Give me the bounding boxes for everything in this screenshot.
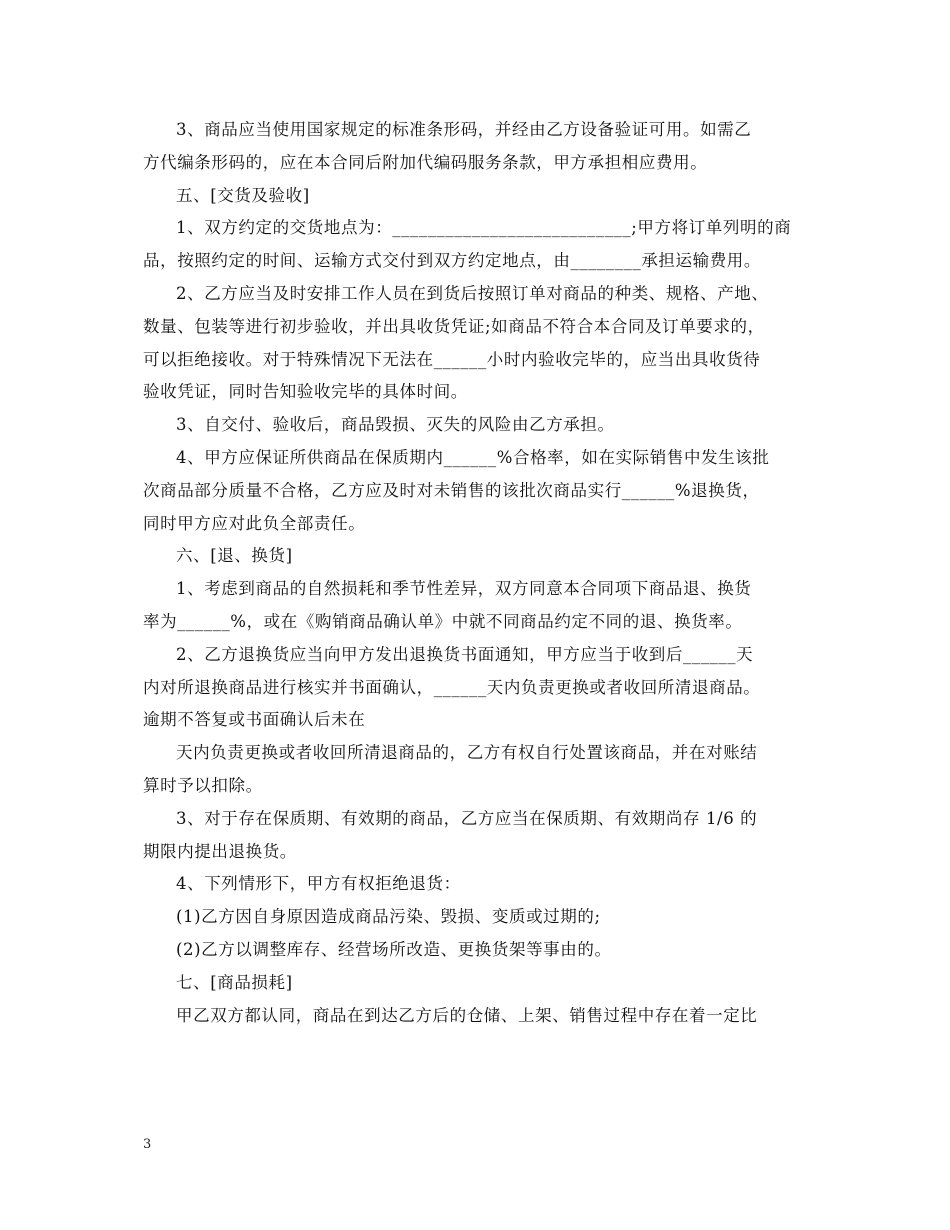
text-line: 方代编条形码的，应在本合同后附加代编码服务条款，甲方承担相应费用。 [143, 152, 708, 172]
text-line: 2、乙方退换货应当向甲方发出退换货书面通知，甲方应当于收到后______天 [176, 644, 754, 664]
text-line: 六、[退、换货] [176, 546, 293, 566]
text-line: 3、对于存在保质期、有效期的商品，乙方应当在保质期、有效期尚存 1/6 的 [176, 808, 758, 828]
text-line: (2)乙方以调整库存、经营场所改造、更换货架等事由的。 [176, 939, 612, 959]
text-line: 4、下列情形下，甲方有权拒绝退货： [176, 874, 461, 894]
text-line: 数量、包装等进行初步验收，并出具收货凭证;如商品不符合本合同及订单要求的， [143, 316, 765, 336]
text-line: 算时予以扣除。 [143, 775, 263, 795]
text-line: 1、考虑到商品的自然损耗和季节性差异，双方同意本合同项下商品退、换货 [176, 579, 752, 599]
text-line: 同时甲方应对此负全部责任。 [143, 513, 366, 533]
text-line: 2、乙方应当及时安排工作人员在到货后按照订单对商品的种类、规格、产地、 [176, 283, 769, 303]
text-line: 4、甲方应保证所供商品在保质期内______%合格率，如在实际销售中发生该批 [176, 447, 770, 467]
text-line: 品，按照约定的时间、运输方式交付到双方约定地点，由________承担运输费用。 [143, 251, 761, 271]
text-line: 七、[商品损耗] [176, 972, 293, 992]
text-line: 天内负责更换或者收回所清退商品的，乙方有权自行处置该商品，并在对账结 [176, 743, 758, 763]
text-line: 期限内提出退换货。 [143, 841, 297, 861]
text-line: 1、双方约定的交货地点为：___________________________;甲方将订单列明的商 [176, 218, 792, 238]
text-line: 率为______%，或在《购销商品确认单》中就不同商品约定不同的退、换货率。 [143, 611, 743, 631]
text-line: 内对所退换商品进行核实并书面确认，______天内负责更换或者收回所清退商品。 [143, 677, 761, 697]
text-line: (1)乙方因自身原因造成商品污染、毁损、变质或过期的; [176, 907, 601, 927]
document-body [143, 114, 811, 1032]
text-line: 甲乙双方都认同，商品在到达乙方后的仓储、上架、销售过程中存在着一定比 [176, 1005, 758, 1025]
text-line: 可以拒绝接收。对于特殊情况下无法在______小时内验收完毕的，应当出具收货待 [143, 349, 761, 369]
text-line: 3、自交付、验收后，商品毁损、灭失的风险由乙方承担。 [176, 415, 615, 435]
page-number: 3 [143, 1137, 152, 1152]
text-line: 五、[交货及验收] [176, 185, 310, 205]
text-line: 验收凭证，同时告知验收完毕的具体时间。 [143, 382, 468, 402]
text-line: 逾期不答复或书面确认后未在 [143, 710, 366, 730]
text-line: 次商品部分质量不合格，乙方应及时对未销售的该批次商品实行______%退换货， [143, 480, 760, 500]
text-line: 3、商品应当使用国家规定的标准条形码，并经由乙方设备验证可用。如需乙 [176, 120, 752, 139]
